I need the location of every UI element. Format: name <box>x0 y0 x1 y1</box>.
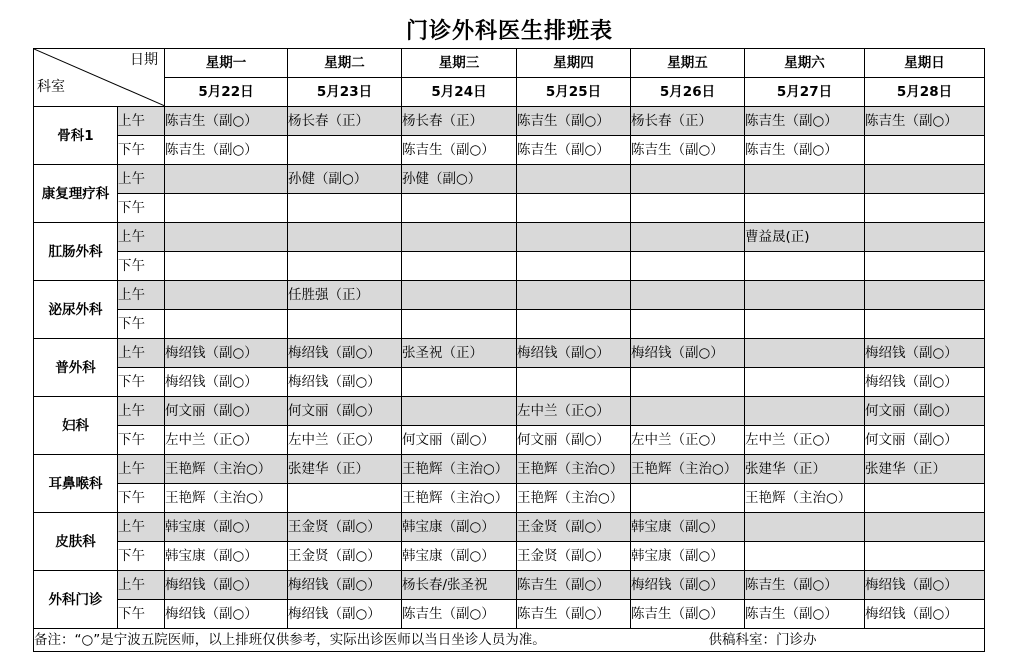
weekday-header: 星期三 <box>402 49 517 78</box>
schedule-cell <box>517 194 631 223</box>
schedule-cell <box>865 281 985 310</box>
date-header: 5月28日 <box>865 78 985 107</box>
schedule-cell: 梅绍钱（副○） <box>865 600 985 629</box>
schedule-cell: 梅绍钱（副○） <box>165 339 288 368</box>
schedule-row <box>34 165 985 194</box>
schedule-cell <box>402 223 517 252</box>
schedule-cell <box>517 368 631 397</box>
department-name: 肛肠外科 <box>34 223 118 281</box>
schedule-cell: 陈吉生（副○） <box>402 136 517 165</box>
department-name: 外科门诊 <box>34 571 118 629</box>
schedule-cell: 梅绍钱（副○） <box>631 339 745 368</box>
schedule-cell <box>631 397 745 426</box>
schedule-cell: 曹益晟(正) <box>745 223 865 252</box>
schedule-cell <box>745 194 865 223</box>
schedule-cell <box>402 368 517 397</box>
afternoon-label: 下午 <box>118 484 165 513</box>
schedule-cell <box>631 310 745 339</box>
schedule-cell <box>402 310 517 339</box>
schedule-cell: 梅绍钱（副○） <box>288 571 402 600</box>
schedule-cell <box>745 310 865 339</box>
schedule-cell <box>165 281 288 310</box>
schedule-cell: 梅绍钱（副○） <box>865 339 985 368</box>
footer-cell <box>34 629 985 652</box>
schedule-cell: 王艳辉（主治○） <box>165 455 288 484</box>
date-header: 5月26日 <box>631 78 745 107</box>
schedule-cell <box>865 223 985 252</box>
weekday-header: 星期四 <box>517 49 631 78</box>
afternoon-label: 下午 <box>118 600 165 629</box>
schedule-cell: 何文丽（副○） <box>865 397 985 426</box>
schedule-cell: 何文丽（副○） <box>165 397 288 426</box>
schedule-cell: 孙健（副○） <box>402 165 517 194</box>
schedule-cell: 梅绍钱（副○） <box>165 600 288 629</box>
schedule-row <box>34 281 985 310</box>
schedule-cell <box>865 165 985 194</box>
schedule-cell: 韩宝康（副○） <box>631 542 745 571</box>
weekday-header: 星期五 <box>631 49 745 78</box>
schedule-cell <box>517 223 631 252</box>
department-name: 皮肤科 <box>34 513 118 571</box>
department-name: 耳鼻喉科 <box>34 455 118 513</box>
schedule-cell <box>631 281 745 310</box>
schedule-cell <box>402 194 517 223</box>
schedule-row <box>34 339 985 368</box>
afternoon-label: 下午 <box>118 426 165 455</box>
schedule-cell: 王艳辉（主治○） <box>745 484 865 513</box>
schedule-row <box>34 252 985 281</box>
date-header: 5月22日 <box>165 78 288 107</box>
schedule-cell: 杨长春（正） <box>631 107 745 136</box>
department-name: 泌尿外科 <box>34 281 118 339</box>
schedule-cell <box>288 194 402 223</box>
schedule-cell: 左中兰（正○） <box>517 397 631 426</box>
date-header: 5月24日 <box>402 78 517 107</box>
schedule-cell <box>865 310 985 339</box>
schedule-cell <box>402 281 517 310</box>
schedule-cell <box>165 194 288 223</box>
schedule-cell <box>165 223 288 252</box>
schedule-cell: 陈吉生（副○） <box>745 136 865 165</box>
schedule-cell: 张建华（正） <box>745 455 865 484</box>
schedule-row <box>34 223 985 252</box>
schedule-cell <box>402 397 517 426</box>
schedule-cell: 王艳辉（主治○） <box>517 455 631 484</box>
schedule-cell <box>745 513 865 542</box>
date-header: 5月27日 <box>745 78 865 107</box>
department-name: 普外科 <box>34 339 118 397</box>
schedule-cell <box>745 252 865 281</box>
schedule-cell: 陈吉生（副○） <box>517 600 631 629</box>
schedule-cell: 陈吉生（副○） <box>165 107 288 136</box>
schedule-row <box>34 397 985 426</box>
schedule-cell: 杨长春（正） <box>288 107 402 136</box>
schedule-cell: 韩宝康（副○） <box>402 513 517 542</box>
schedule-cell <box>288 484 402 513</box>
schedule-cell: 陈吉生（副○） <box>165 136 288 165</box>
schedule-cell: 梅绍钱（副○） <box>865 368 985 397</box>
schedule-row <box>34 368 985 397</box>
schedule-cell: 杨长春/张圣祝 <box>402 571 517 600</box>
morning-label: 上午 <box>118 339 165 368</box>
schedule-cell <box>865 513 985 542</box>
schedule-cell <box>165 165 288 194</box>
weekday-header: 星期日 <box>865 49 985 78</box>
schedule-cell: 何文丽（副○） <box>517 426 631 455</box>
schedule-cell <box>865 194 985 223</box>
morning-label: 上午 <box>118 513 165 542</box>
schedule-cell <box>288 136 402 165</box>
afternoon-label: 下午 <box>118 136 165 165</box>
schedule-cell <box>631 165 745 194</box>
morning-label: 上午 <box>118 165 165 194</box>
schedule-row <box>34 455 985 484</box>
schedule-cell: 梅绍钱（副○） <box>865 571 985 600</box>
afternoon-label: 下午 <box>118 310 165 339</box>
schedule-row <box>34 513 985 542</box>
schedule-cell <box>865 484 985 513</box>
schedule-row <box>34 571 985 600</box>
schedule-cell <box>745 542 865 571</box>
schedule-cell <box>165 310 288 339</box>
schedule-cell: 王艳辉（主治○） <box>517 484 631 513</box>
schedule-cell: 陈吉生（副○） <box>745 107 865 136</box>
schedule-cell: 左中兰（正○） <box>631 426 745 455</box>
schedule-cell: 何文丽（副○） <box>865 426 985 455</box>
schedule-row <box>34 310 985 339</box>
schedule-row <box>34 484 985 513</box>
schedule-row <box>34 136 985 165</box>
schedule-cell: 陈吉生（副○） <box>865 107 985 136</box>
schedule-table <box>33 48 985 652</box>
schedule-cell <box>288 252 402 281</box>
schedule-cell: 韩宝康（副○） <box>165 513 288 542</box>
morning-label: 上午 <box>118 397 165 426</box>
afternoon-label: 下午 <box>118 542 165 571</box>
schedule-cell: 左中兰（正○） <box>288 426 402 455</box>
morning-label: 上午 <box>118 223 165 252</box>
schedule-cell <box>745 165 865 194</box>
schedule-cell: 陈吉生（副○） <box>631 600 745 629</box>
schedule-cell: 韩宝康（副○） <box>165 542 288 571</box>
schedule-cell: 张建华（正） <box>865 455 985 484</box>
schedule-cell: 梅绍钱（副○） <box>517 339 631 368</box>
schedule-cell <box>865 252 985 281</box>
schedule-row <box>34 194 985 223</box>
schedule-cell: 梅绍钱（副○） <box>165 571 288 600</box>
schedule-cell <box>517 252 631 281</box>
dept-axis-label: 科室 <box>37 79 65 95</box>
schedule-cell: 左中兰（正○） <box>745 426 865 455</box>
schedule-cell <box>402 252 517 281</box>
date-header: 5月25日 <box>517 78 631 107</box>
footer-source: 供稿科室：门诊办 <box>708 632 817 648</box>
schedule-cell: 张圣祝（正） <box>402 339 517 368</box>
schedule-cell: 梅绍钱（副○） <box>631 571 745 600</box>
schedule-cell: 陈吉生（副○） <box>517 107 631 136</box>
schedule-cell <box>745 339 865 368</box>
schedule-cell <box>517 310 631 339</box>
schedule-cell <box>288 223 402 252</box>
schedule-cell <box>517 281 631 310</box>
schedule-cell: 陈吉生（副○） <box>745 571 865 600</box>
schedule-cell: 王金贤（副○） <box>517 513 631 542</box>
schedule-cell <box>631 223 745 252</box>
date-header: 5月23日 <box>288 78 402 107</box>
schedule-cell: 王金贤（副○） <box>288 513 402 542</box>
schedule-cell <box>745 281 865 310</box>
schedule-cell: 陈吉生（副○） <box>631 136 745 165</box>
schedule-cell: 梅绍钱（副○） <box>288 339 402 368</box>
schedule-cell: 韩宝康（副○） <box>402 542 517 571</box>
schedule-cell: 陈吉生（副○） <box>402 600 517 629</box>
morning-label: 上午 <box>118 571 165 600</box>
schedule-cell <box>288 310 402 339</box>
schedule-row <box>34 542 985 571</box>
weekday-header: 星期二 <box>288 49 402 78</box>
schedule-row <box>34 107 985 136</box>
schedule-cell: 陈吉生（副○） <box>517 136 631 165</box>
schedule-cell: 陈吉生（副○） <box>745 600 865 629</box>
morning-label: 上午 <box>118 281 165 310</box>
schedule-cell: 王金贤（副○） <box>517 542 631 571</box>
schedule-cell <box>631 368 745 397</box>
afternoon-label: 下午 <box>118 368 165 397</box>
schedule-cell: 梅绍钱（副○） <box>288 368 402 397</box>
schedule-cell: 孙健（副○） <box>288 165 402 194</box>
weekday-header: 星期六 <box>745 49 865 78</box>
schedule-cell: 韩宝康（副○） <box>631 513 745 542</box>
schedule-cell: 梅绍钱（副○） <box>165 368 288 397</box>
schedule-cell: 王艳辉（主治○） <box>402 455 517 484</box>
department-name: 妇科 <box>34 397 118 455</box>
department-name: 康复理疗科 <box>34 165 118 223</box>
schedule-row <box>34 426 985 455</box>
department-name: 骨科1 <box>34 107 118 165</box>
schedule-cell: 梅绍钱（副○） <box>288 600 402 629</box>
schedule-cell: 王艳辉（主治○） <box>402 484 517 513</box>
page-title: 门诊外科医生排班表 <box>405 19 613 44</box>
schedule-cell: 王艳辉（主治○） <box>631 455 745 484</box>
schedule-cell: 王艳辉（主治○） <box>165 484 288 513</box>
weekday-header: 星期一 <box>165 49 288 78</box>
schedule-cell: 左中兰（正○） <box>165 426 288 455</box>
afternoon-label: 下午 <box>118 194 165 223</box>
schedule-cell <box>631 252 745 281</box>
date-axis-label: 日期 <box>130 52 158 68</box>
morning-label: 上午 <box>118 107 165 136</box>
schedule-cell: 何文丽（副○） <box>402 426 517 455</box>
schedule-cell <box>865 542 985 571</box>
header-corner <box>34 49 165 107</box>
schedule-cell: 张建华（正） <box>288 455 402 484</box>
schedule-cell: 杨长春（正） <box>402 107 517 136</box>
afternoon-label: 下午 <box>118 252 165 281</box>
schedule-cell <box>517 165 631 194</box>
schedule-cell: 何文丽（副○） <box>288 397 402 426</box>
schedule-row <box>34 600 985 629</box>
footer-row <box>34 629 985 652</box>
schedule-cell: 任胜强（正） <box>288 281 402 310</box>
schedule-cell <box>165 252 288 281</box>
schedule-cell: 陈吉生（副○） <box>517 571 631 600</box>
schedule-cell <box>865 136 985 165</box>
schedule-cell <box>745 397 865 426</box>
morning-label: 上午 <box>118 455 165 484</box>
schedule-cell <box>745 368 865 397</box>
schedule-cell: 王金贤（副○） <box>288 542 402 571</box>
schedule-cell <box>631 484 745 513</box>
schedule-cell <box>631 194 745 223</box>
footer-note: 备注：“○”是宁波五院医师，以上排班仅供参考，实际出诊医师以当日坐诊人员为准。 <box>34 632 546 648</box>
